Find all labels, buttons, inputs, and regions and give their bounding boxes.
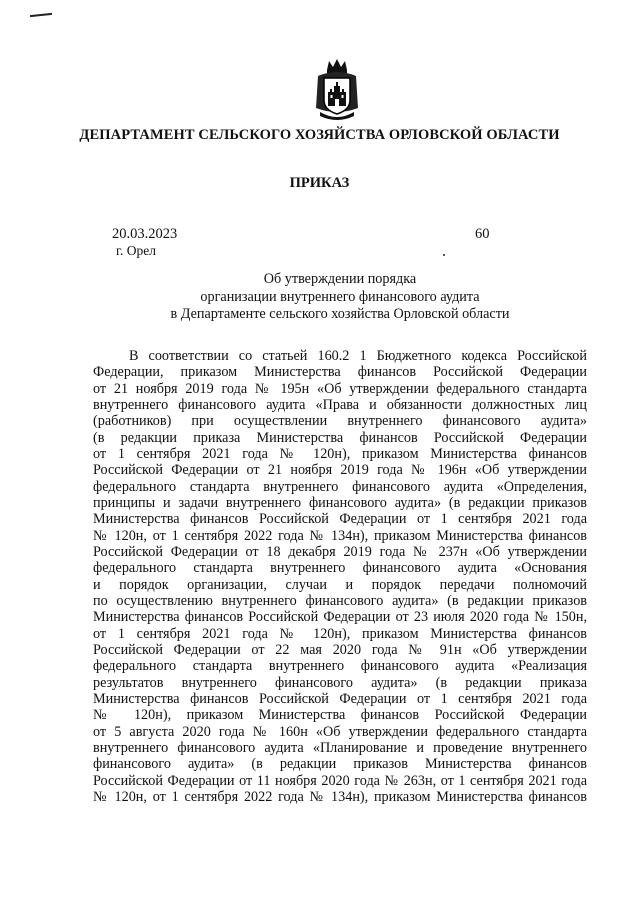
subject-line: организации внутреннего финансового аудита bbox=[200, 288, 480, 305]
body-line: № 120н), приказом Министерства финансов Российской Федерации bbox=[93, 707, 587, 724]
body-line: финансового аудита» (в редакции приказов Министерства финансов bbox=[93, 756, 587, 773]
department-title: ДЕПАРТАМЕНТ СЕЛЬСКОГО ХОЗЯЙСТВА ОРЛОВСКОЙ ОБЛАСТИ bbox=[79, 127, 560, 143]
body-line: принципы и задачи внутреннего финансового аудита» (в редакции приказов bbox=[93, 494, 587, 511]
body-line: Министерства финансов Российской Федерации от 23 июля 2020 года № 150н, bbox=[93, 609, 587, 626]
subject-line: в Департаменте сельского хозяйства Орловской области bbox=[170, 306, 510, 322]
coat-of-arms-icon bbox=[312, 56, 362, 122]
body-line: Министерства финансов Российской Федерации от 1 сентября 2021 года bbox=[93, 511, 587, 528]
document-body bbox=[93, 348, 587, 805]
body-line: от 21 ноября 2019 года № 195н «Об утверждении федерального стандарта bbox=[93, 380, 587, 397]
scan-mark bbox=[30, 13, 52, 17]
body-line: федерального стандарта внутреннего финансового аудита «Определения, bbox=[93, 478, 587, 495]
body-line: Российской Федерации от 18 декабря 2019 года № 237н «Об утверждении bbox=[93, 543, 587, 560]
body-line: внутреннего финансового аудита «Планирование и проведение внутреннего bbox=[93, 739, 587, 756]
body-line: Российской Федерации от 21 ноября 2019 года № 196н «Об утверждении bbox=[93, 462, 587, 479]
body-line: № 120н, от 1 сентября 2022 года № 134н), приказом Министерства финансов bbox=[93, 527, 587, 544]
body-line: внутреннего финансового аудита «Права и обязанности должностных лиц bbox=[93, 396, 587, 413]
body-line: и порядок организации, случаи и порядок передачи полномочий bbox=[93, 576, 587, 593]
body-line: федерального стандарта внутреннего финансового аудита «Реализация bbox=[93, 658, 587, 675]
body-line: Российской Федерации от 22 мая 2020 года № 91н «Об утверждении bbox=[93, 641, 587, 658]
subject-line: Об утверждении порядка bbox=[263, 271, 417, 287]
body-line: Федерации, приказом Министерства финансов Российской Федерации bbox=[93, 364, 587, 381]
body-line: (в редакции приказа Министерства финансов Российской Федерации bbox=[93, 429, 587, 446]
body-line: по осуществлению внутреннего финансового аудита» (в редакции приказов bbox=[93, 592, 587, 609]
document-city: г. Орел bbox=[116, 243, 156, 258]
document-number: 60 bbox=[475, 226, 490, 242]
body-line: от 1 сентября 2021 года № 120н), приказом Министерства финансов bbox=[93, 445, 587, 462]
body-line: Российской Федерации от 11 ноября 2020 года № 263н, от 1 сентября 2021 года bbox=[93, 772, 587, 789]
body-line: (работников) при осуществлении внутреннего финансового аудита» bbox=[93, 413, 587, 430]
document-type: ПРИКАЗ bbox=[289, 175, 350, 191]
body-line: федерального стандарта внутреннего финансового аудита «Основания bbox=[93, 560, 587, 577]
document-date: 20.03.2023 bbox=[112, 226, 178, 242]
document-subject bbox=[90, 271, 590, 324]
body-line: Министерства финансов Российской Федерации от 1 сентября 2021 года bbox=[93, 690, 587, 707]
body-line: от 5 августа 2020 года № 160н «Об утверждении федерального стандарта bbox=[93, 723, 587, 740]
body-line: от 1 сентября 2021 года № 120н), приказом Министерства финансов bbox=[93, 625, 587, 642]
scan-dot bbox=[443, 254, 445, 256]
body-line: результатов внутреннего финансового аудита» (в редакции приказа bbox=[93, 674, 587, 691]
body-line: В соответствии со статьей 160.2 1 Бюджетного кодекса Российской bbox=[129, 348, 587, 364]
body-line: № 120н, от 1 сентября 2022 года № 134н), приказом Министерства финансов bbox=[93, 788, 587, 805]
